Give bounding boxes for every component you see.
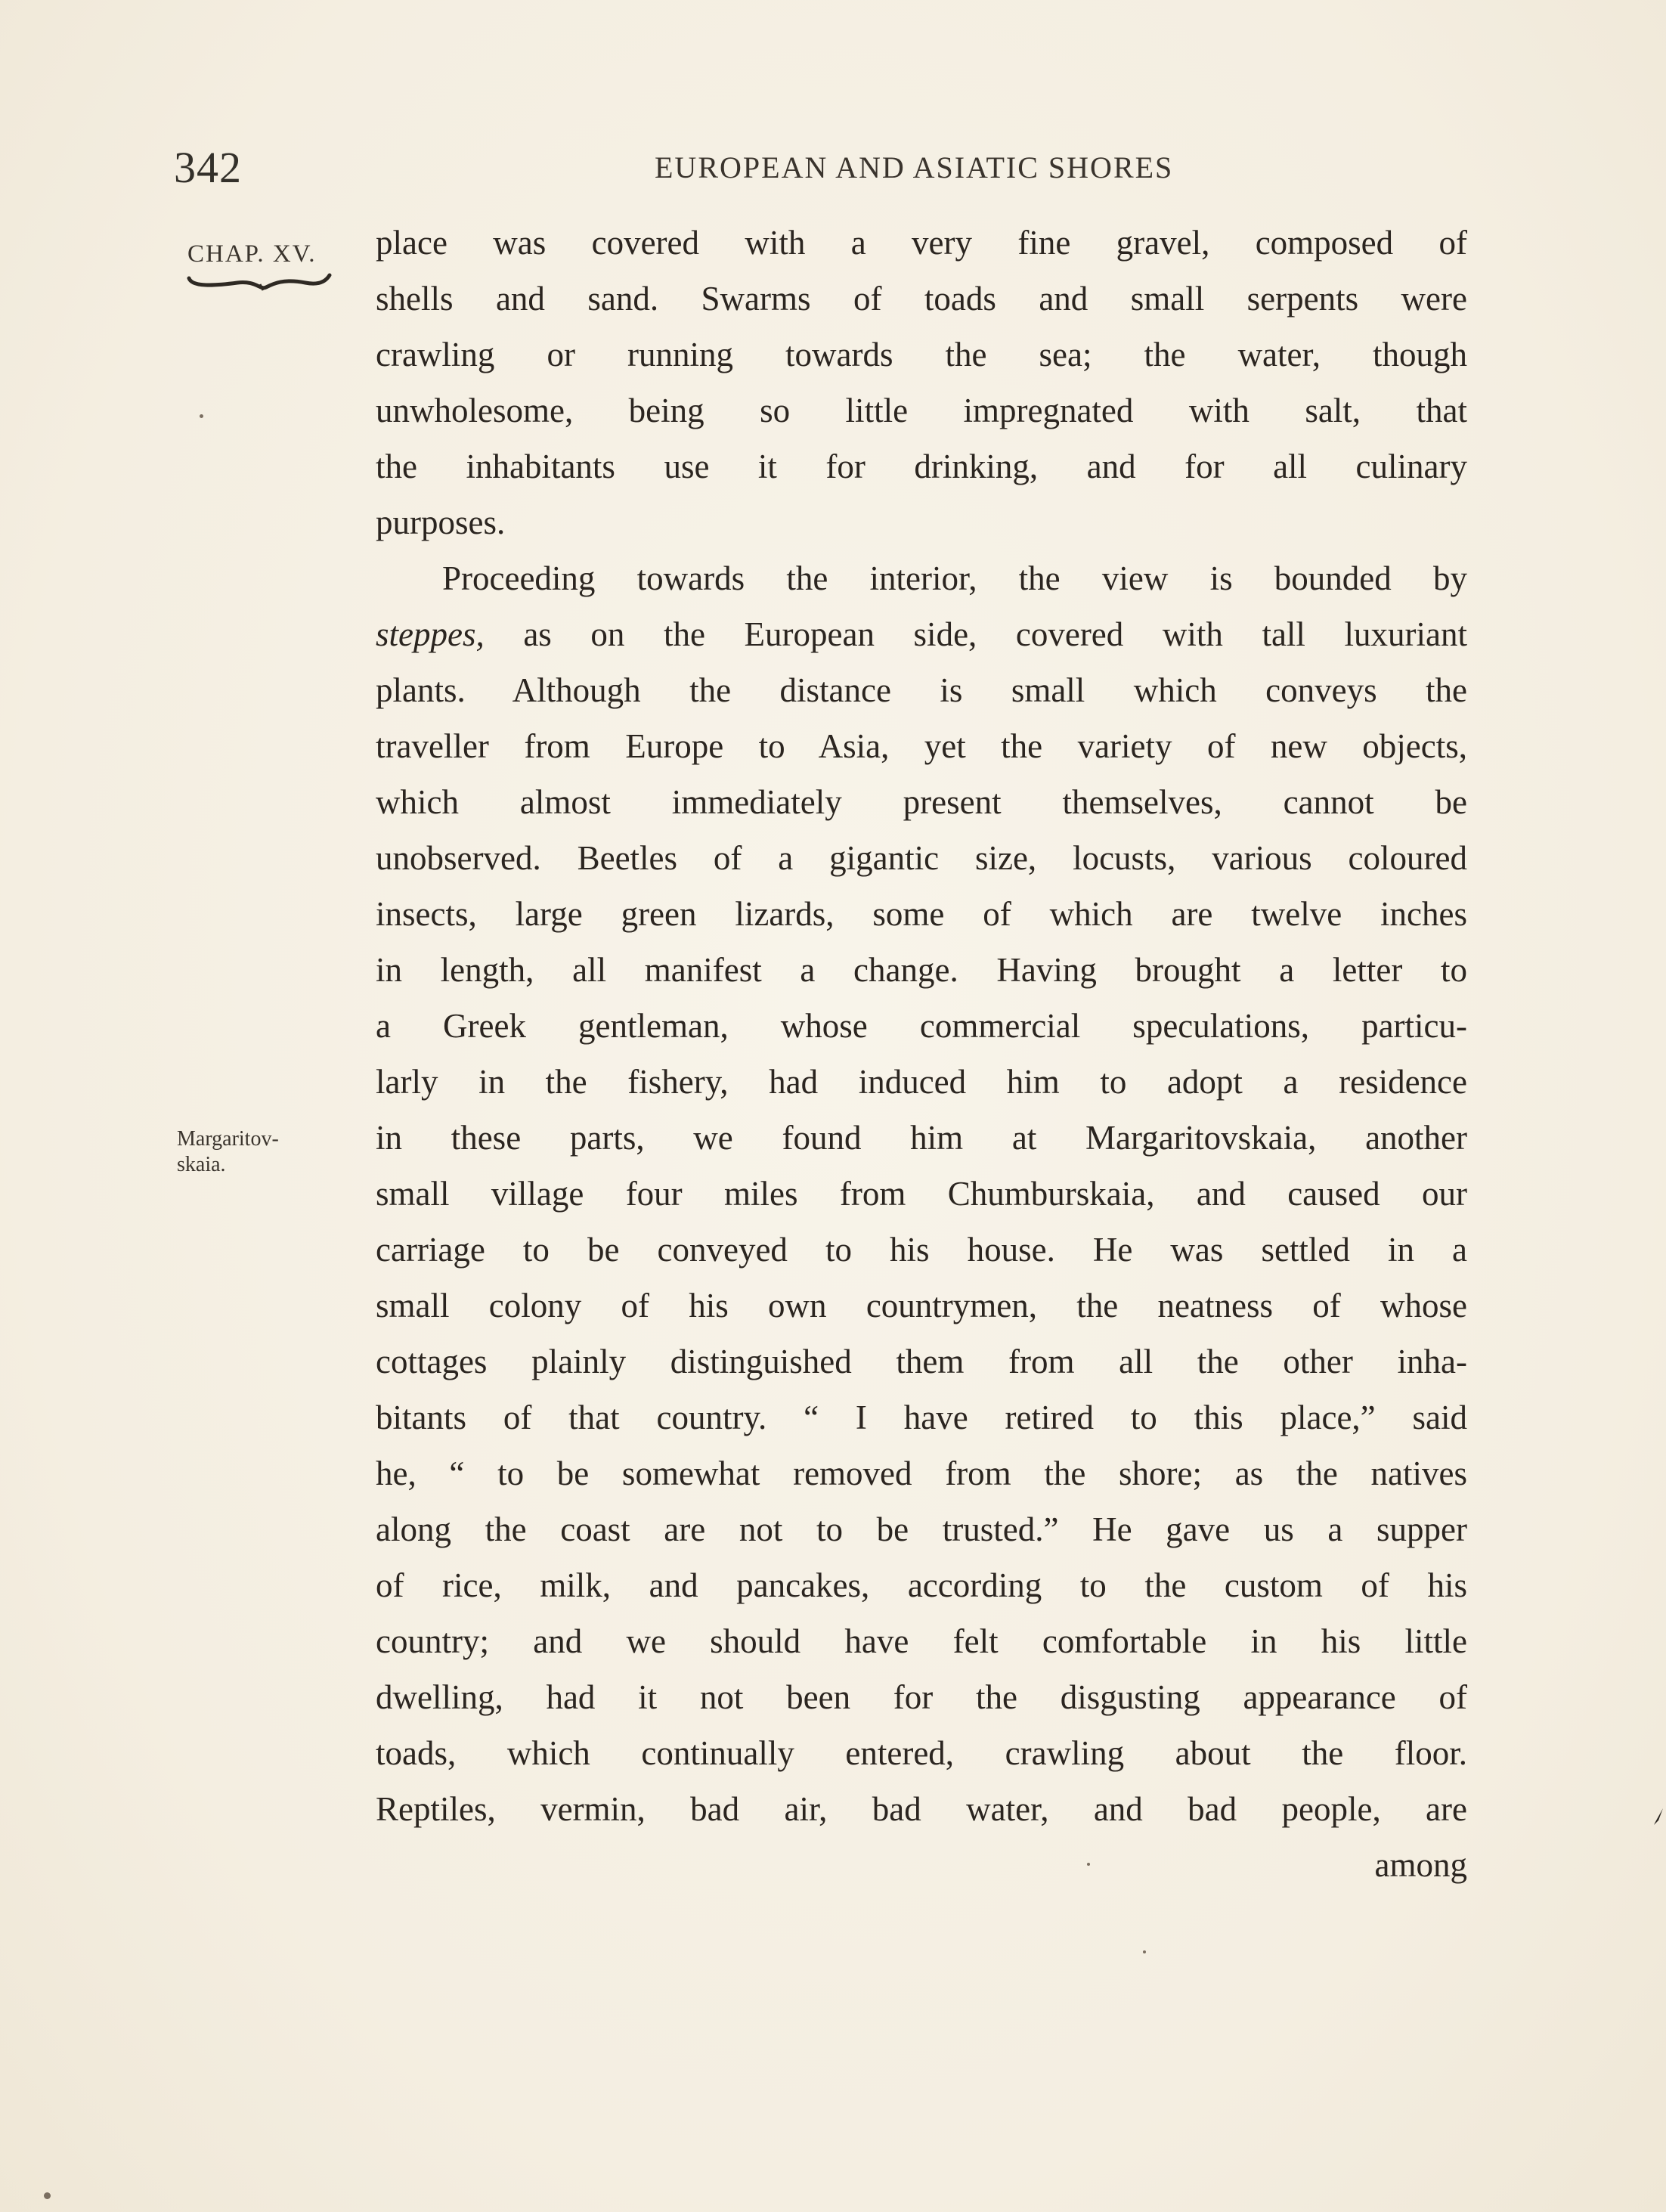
text-line: traveller from Europe to Asia, yet the variety of new objects, [376,727,1467,765]
text-line: he, “ to be somewhat removed from the shore; as the natives [376,1455,1467,1492]
margin-note-line: skaia. [177,1153,226,1176]
text-line: crawling or running towards the sea; the water, though [376,336,1467,373]
text-line: dwelling, had it not been for the disgusting appearance of [376,1678,1467,1716]
text-line: in length, all manifest a change. Having brought a letter to [376,951,1467,989]
text-run: as on the European side, covered with tall luxuriant [484,615,1467,653]
chapter-label: CHAP. XV. [187,240,317,268]
text-line: bitants of that country. “ I have retired to this place,” said [376,1399,1467,1436]
text-line: insects, large green lizards, some of which are twelve inches [376,895,1467,933]
catchword: among [1374,1846,1467,1884]
text-line: unwholesome, being so little impregnated with salt, that [376,392,1467,429]
text-line: purposes. [376,503,506,541]
text-line: of rice, milk, and pancakes, according to the custom of his [376,1566,1467,1604]
text-line: small colony of his own countrymen, the neatness of whose [376,1287,1467,1324]
text-line: larly in the fishery, had induced him to adopt a residence [376,1063,1467,1101]
text-line: place was covered with a very fine gravel, composed of [376,224,1467,262]
ink-mark-icon [1652,1807,1664,1826]
text-line: small village four miles from Chumburskaia, and caused our [376,1175,1467,1213]
margin-note [177,1126,279,1178]
text-line: the inhabitants use it for drinking, and for all culinary [376,448,1467,485]
body-text [376,215,1467,1893]
text-line: unobserved. Beetles of a gigantic size, locusts, various coloured [376,839,1467,877]
text-line: Reptiles, vermin, bad air, bad water, and bad people, are [376,1790,1467,1828]
paper-speck [1143,1950,1146,1953]
text-line: shells and sand. Swarms of toads and small serpents were [376,280,1467,318]
text-line: cottages plainly distinguished them from all the other inha- [376,1343,1467,1380]
text-line: carriage to be conveyed to his house. He was settled in a [376,1231,1467,1269]
text-line: plants. Although the distance is small which conveys the [376,671,1467,709]
text-line: which almost immediately present themselves, cannot be [376,783,1467,821]
paper-speck [44,2192,51,2199]
text-line: country; and we should have felt comfortable in his little [376,1622,1467,1660]
text-line [376,606,1467,662]
text-line: toads, which continually entered, crawling about the floor. [376,1734,1467,1772]
text-line: a Greek gentleman, whose commercial speculations, particu- [376,1007,1467,1045]
margin-note-line: Margaritov- [177,1127,279,1151]
text-line: along the coast are not to be trusted.” He gave us a supper [376,1510,1467,1548]
paper-speck [1087,1863,1090,1866]
running-title: EUROPEAN AND ASIATIC SHORES [655,150,1174,184]
chapter-ornament-icon [184,271,336,301]
text-line: in these parts, we found him at Margaritovskaia, another [376,1119,1467,1157]
page-number: 342 [174,143,242,192]
paper-speck [200,414,203,418]
italic-term: steppes, [376,615,485,653]
paragraph-first-line: Proceeding towards the interior, the view is bounded by [442,559,1467,597]
